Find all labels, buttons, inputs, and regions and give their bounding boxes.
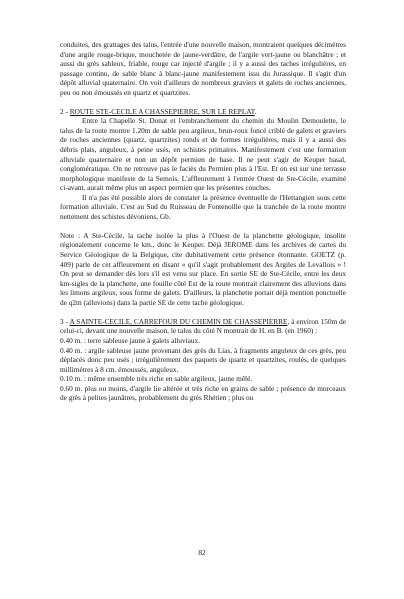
section-heading-2-suffix: . <box>254 106 257 116</box>
section-heading-2-title: ROUTE STE-CECILE A CHASSEPIERRE, SUR LE REPLAT <box>69 106 255 116</box>
note-paragraph: Note : A Ste-Cécile, la tache isolée la plus à l'Ouest de la planchette géologique, insolite régionalement concerne le km., donc le Keuper. Déjà JEROME dans les archives de cartes du Service Géologique de la Belgique, cite dubitativement cette présence étonnante. GOETZ (p. 409) parle de cet affleurement en disant « qu'il s'agit probablement des Argiles de Levallois » ! On peut se demander dès lors s'il est venu sur place. En sortie SE de Ste-Cécile, entre les deux km-sigles de la planchette, une fouille côté Est de la route montrait clairement des alluvions dans les limons argileux, sous forme de galets. D'ailleurs, la planchette portait déjà mention ponctuelle de q2m (alluvions) dans la partie SE de cette tache géologique. <box>60 230 346 307</box>
paragraph-intro: conduites, des grattages des talus, l'entrée d'une nouvelle maison, montraient quelques décimètres d'une argile rouge-brique, mouchetée de jaune-verdâtre, de l'argile vert-jaune ou blanchâtre ; et aussi du grès sableux, friable, rouge car injecté d'argile ; il y a aussi des taches irrégulières, en passage continu, de sable blanc à blanc-jaune manifestement issu du Jurassique. Il s'agit d'un dépôt alluvial quaternaire. On voit d'ailleurs de nombreux graviers et galets de roches anciennes, peu ou non émoussés en quartz et quartzites. <box>60 40 346 97</box>
layer-item: 0.40 m. : argile sableuse jaune provenant des grès du Lias, à fragments anguleux de ces grès, peu déplacés donc peu usés ; irrégulièrement des paquets de quartz et quartzites, roulés, de quelques millimètres à 8 cm. émoussés, anguleux. <box>60 345 346 374</box>
spacer <box>60 97 346 107</box>
page-number: 82 <box>198 548 206 557</box>
section-heading-3-text: , à environ 150m de celui-ci, devant une nouvelle maison, le talus du côté N montrait de H. en B. (en 1960) : <box>60 316 346 336</box>
section-heading-3-title: A SAINTE-CECILE, CARREFOUR DU CHEMIN DE CHASSEPIERRE <box>69 316 288 326</box>
layer-item: 0.10 m. : même ensemble très riche en sable argileux, jaune mêlé. <box>60 374 253 384</box>
spacer <box>60 307 346 317</box>
text-column <box>60 40 346 403</box>
section-heading-2 <box>60 107 346 117</box>
spacer <box>60 221 346 231</box>
section-heading-3 <box>60 317 346 336</box>
paragraph-route: Entre la Chapelle St. Donat et l'embranchement du chemin du Moulin Demoulette, le talus de la route montre 1.20m de sable peu argileux, brun-roux foncé criblé de galets et graviers de roches anciennes (quartz, quartzites) ronds et de formes irrégulières, mais il y a aussi des débris plats, anguleux, à peine usés, en schistes primaires. Manifestement c'est une formation alluviale quaternaire et non un dépôt permien de base. Il ne peut s'agir de Keuper basal, conglomératique. On ne retrouve pas le faciès du Permien plus à l'Est. Et on est sur une terrasse morphologique manifeste de la Semois. L'affleurement à l'entrée Ouest de Ste-Cécile, examiné ci-avant, aurait même plus un aspect permien que les présentes couches. <box>60 116 346 193</box>
layer-item: 0.40 m. : terre sableuse jaune à galets alluviaux. <box>60 335 201 345</box>
layer-item: 0.60 m. plus ou moins, d'argile lie altérée et très riche en grains de sable ; présence de morceaux de grès à pelites jaunâtres, probablement du grès Rhétien ; plus ou <box>60 383 346 403</box>
section-heading-2-number: 2 - <box>60 106 70 116</box>
paragraph-hettangien: Il n'a pas été possible alors de constater la présence éventuelle de l'Hettangien sous cette formation alluviale. C'est au Sud du Ruisseau de Fontenoille que la tranchée de la route montre nettement des schistes dévoniens, Gb. <box>60 192 346 221</box>
section-heading-3-number: 3 - <box>60 316 70 326</box>
